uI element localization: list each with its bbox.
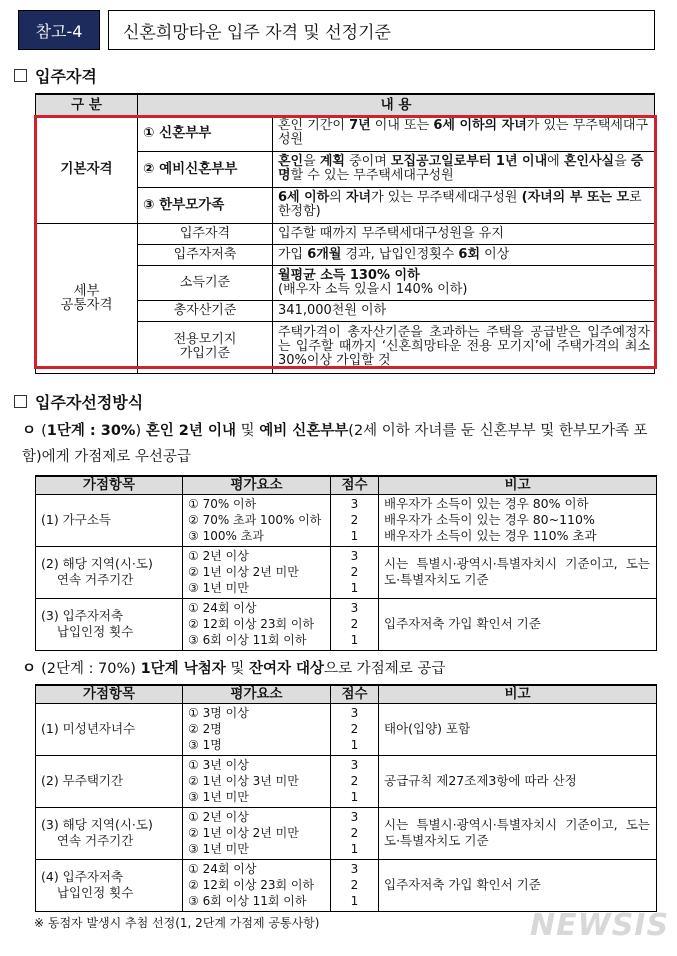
footnote: ※ 동점자 발생시 추첨 선정(1, 2단계 가점제 공통사항)	[34, 916, 320, 930]
row-label: ① 신혼부부	[138, 115, 273, 151]
score-item: (3) 해당 지역(시·도) 연속 거주기간	[36, 807, 183, 859]
table-row	[36, 494, 657, 546]
text-run: 혼인	[278, 154, 304, 169]
text-run: 계획	[319, 154, 345, 169]
section-heading-eligibility: 입주자격	[14, 64, 97, 87]
eligibility-table	[35, 93, 655, 374]
remarks: 입주자저축 가입 확인서 기준	[379, 598, 657, 650]
checkbox-square-icon	[14, 69, 27, 82]
col-header: 비고	[379, 476, 657, 494]
points: 2	[350, 878, 359, 892]
text-run: 에	[547, 154, 564, 169]
text-run: 의	[329, 190, 346, 205]
criterion: ③ 1명	[188, 738, 222, 752]
text-run: 증명	[278, 154, 644, 183]
text-run: 주택가격이 총자산기준을 초과하는 주택을 공급받은 입주예정자는 입주할 때까지 ‘신혼희망타운 전용 모기지’에 주택가격의 최소 30%이상 가입할 것	[278, 325, 650, 368]
criterion: ① 2년 이상	[188, 810, 249, 824]
criterion: ② 12회 이상 23회 이하	[188, 617, 315, 631]
text-run: 6세 이하	[278, 190, 330, 205]
points: 3	[350, 862, 359, 876]
reference-tag: 참고-4	[18, 10, 100, 50]
criterion: ③ 1년 미만	[188, 581, 249, 595]
text-run: 중이며	[344, 154, 391, 169]
criterion: ① 2년 이상	[188, 549, 249, 563]
criterion: ② 70% 초과 100% 이하	[188, 513, 322, 527]
text-run: 잔여자 대상	[248, 661, 325, 677]
points: 2	[350, 565, 359, 579]
criterion: ③ 6회 이상 11회 이하	[188, 633, 307, 647]
points: 1	[350, 581, 359, 595]
remarks: 입주자저축 가입 확인서 기준	[379, 859, 657, 911]
criterion: ② 1년 이상 2년 미만	[188, 826, 299, 840]
remarks: 배우자가 소득이 있는 경우 80% 이하 배우자가 소득이 있는 경우 80~110% 배우자가 소득이 있는 경우 110% 초과	[379, 494, 657, 546]
table-row	[36, 807, 657, 859]
stage1-description	[22, 418, 662, 470]
text-run: 및	[235, 423, 260, 439]
col-header: 가점항목	[36, 476, 183, 494]
criterion: ① 3명 이상	[188, 706, 249, 720]
row-label: 전용모기지 가입기준	[138, 321, 273, 373]
criterion: ① 24회 이상	[188, 862, 257, 876]
text-run: 가 있는 무주택세대구성원	[371, 190, 522, 205]
score-item: (2) 무주택기간	[36, 755, 183, 807]
text-run: 1단계 낙첨자	[140, 661, 226, 677]
points: 3	[350, 601, 359, 615]
table-row	[36, 546, 657, 598]
text-run: 이내 또는	[370, 118, 434, 133]
points: 3	[350, 706, 359, 720]
checkbox-square-icon	[14, 395, 27, 408]
criterion: ③ 100% 초과	[188, 529, 264, 543]
points: 3	[350, 549, 359, 563]
stage2-description	[22, 656, 662, 682]
row-label: ③ 한부모가족	[138, 187, 273, 223]
points: 2	[350, 826, 359, 840]
points: 2	[350, 774, 359, 788]
points: 3	[350, 497, 359, 511]
criterion: ① 3년 이상	[188, 758, 249, 772]
text-run: 341,000천원 이하	[278, 302, 387, 318]
text-run: 이상	[480, 246, 510, 262]
doc-title: 신혼희망타운 입주 자격 및 선정기준	[108, 10, 655, 50]
points: 2	[350, 722, 359, 736]
text-run: 경과, 납입인정횟수	[341, 246, 459, 262]
circle-bullet-icon: ㅇ	[22, 661, 42, 677]
points: 3	[350, 810, 359, 824]
remarks: 태아(입양) 포함	[379, 703, 657, 755]
criterion: ② 1년 이상 3년 미만	[188, 774, 299, 788]
text-run: 가입	[278, 246, 308, 262]
table-row	[36, 223, 655, 244]
stage1-score-table	[35, 475, 657, 651]
text-run: 6회	[458, 246, 481, 262]
score-item: (1) 가구소득	[36, 494, 183, 546]
text-run: 으로 가점제로 공급	[324, 661, 446, 677]
text-run: 및	[225, 661, 249, 677]
text-run: 혼인 2년 이내	[145, 423, 236, 439]
text-run: (배우자 소득 있을시 140% 이하)	[278, 281, 468, 297]
text-run: 을	[303, 154, 320, 169]
col-header: 점수	[331, 476, 379, 494]
row-label: ② 예비신혼부부	[138, 151, 273, 187]
points: 2	[350, 513, 359, 527]
score-item: (3) 입주자저축 납입인정 횟수	[36, 598, 183, 650]
text-run: 입주할 때까지 무주택세대구성원을 유지	[278, 225, 504, 241]
row-label: 입주자격	[138, 223, 273, 244]
points: 1	[350, 842, 359, 856]
criterion: ③ 1년 미만	[188, 790, 249, 804]
text-run: (자녀의 부 또는 모	[521, 190, 630, 205]
doc-header	[18, 10, 655, 50]
row-label: 소득기준	[138, 265, 273, 300]
row-label: 입주자저축	[138, 244, 273, 265]
score-item: (1) 미성년자녀수	[36, 703, 183, 755]
text-run: 월평균 소득 130% 이하	[278, 267, 420, 283]
table-row	[36, 115, 655, 151]
section-heading-selection: 입주자선정방식	[14, 390, 143, 413]
points: 2	[350, 617, 359, 631]
text-run: (2단계 : 70%)	[41, 661, 141, 677]
text-run: 할 수 있는 무주택세대구성원	[290, 168, 454, 183]
circle-bullet-icon: ㅇ	[22, 423, 42, 439]
criterion: ② 1년 이상 2년 미만	[188, 565, 299, 579]
score-item: (2) 해당 지역(시·도) 연속 거주기간	[36, 546, 183, 598]
row-group-label: 세부 공통자격	[36, 223, 138, 373]
points: 1	[350, 633, 359, 647]
text-run: 6세 이하의 자녀	[433, 118, 527, 133]
criterion: ② 2명	[188, 722, 222, 736]
text-run: 자녀	[345, 190, 372, 205]
table-row	[36, 755, 657, 807]
col-header: 점수	[331, 685, 379, 703]
text-run: 로 한정함)	[278, 190, 642, 219]
criterion: ③ 6회 이상 11회 이하	[188, 894, 307, 908]
text-run: 혼인 기간이	[278, 118, 350, 133]
points: 3	[350, 758, 359, 772]
table-row	[36, 859, 657, 911]
row-label: 총자산기준	[138, 300, 273, 321]
text-run: 모집공고일로부터 1년 이내	[390, 154, 548, 169]
text-run: 가 있는 무주택세대구성원	[278, 118, 649, 147]
newsis-watermark: NEWSIS	[530, 908, 670, 943]
criterion: ② 12회 이상 23회 이하	[188, 878, 315, 892]
criterion: ① 70% 이하	[188, 497, 257, 511]
col-header: 가점항목	[36, 685, 183, 703]
row-group-label: 기본자격	[36, 115, 138, 223]
remarks: 공급규칙 제27조제3항에 따라 산정	[379, 755, 657, 807]
text-run: )	[135, 423, 146, 439]
points: 1	[350, 790, 359, 804]
criterion: ① 24회 이상	[188, 601, 257, 615]
text-run: 6개월	[307, 246, 342, 262]
remarks: 시는 특별시·광역시·특별자치시 기준이고, 도는 도·특별자치도 기준	[379, 807, 657, 859]
col-header: 비고	[379, 685, 657, 703]
points: 1	[350, 529, 359, 543]
text-run: (2세 이하 자녀를 둔 신혼부부 및 한부모가족 포함)에게 가점제로 우선공급	[22, 423, 648, 465]
text-run: 1단계 : 30%	[46, 423, 136, 439]
col-header: 평가요소	[183, 685, 331, 703]
text-run: 7년	[349, 118, 371, 133]
col-header: 평가요소	[183, 476, 331, 494]
text-run: 을	[614, 154, 631, 169]
stage2-score-table	[35, 684, 657, 912]
criterion: ③ 1년 미만	[188, 842, 249, 856]
remarks: 시는 특별시·광역시·특별자치시 기준이고, 도는 도·특별자치도 기준	[379, 546, 657, 598]
table-row	[36, 703, 657, 755]
score-item: (4) 입주자저축 납입인정 횟수	[36, 859, 183, 911]
table-row	[36, 598, 657, 650]
text-run: 예비 신혼부부	[259, 423, 349, 439]
text-run: 혼인사실	[563, 154, 615, 169]
points: 1	[350, 738, 359, 752]
points: 1	[350, 894, 359, 908]
col-header: 내 용	[138, 94, 655, 115]
text-run: (	[41, 423, 47, 439]
col-header: 구 분	[36, 94, 138, 115]
